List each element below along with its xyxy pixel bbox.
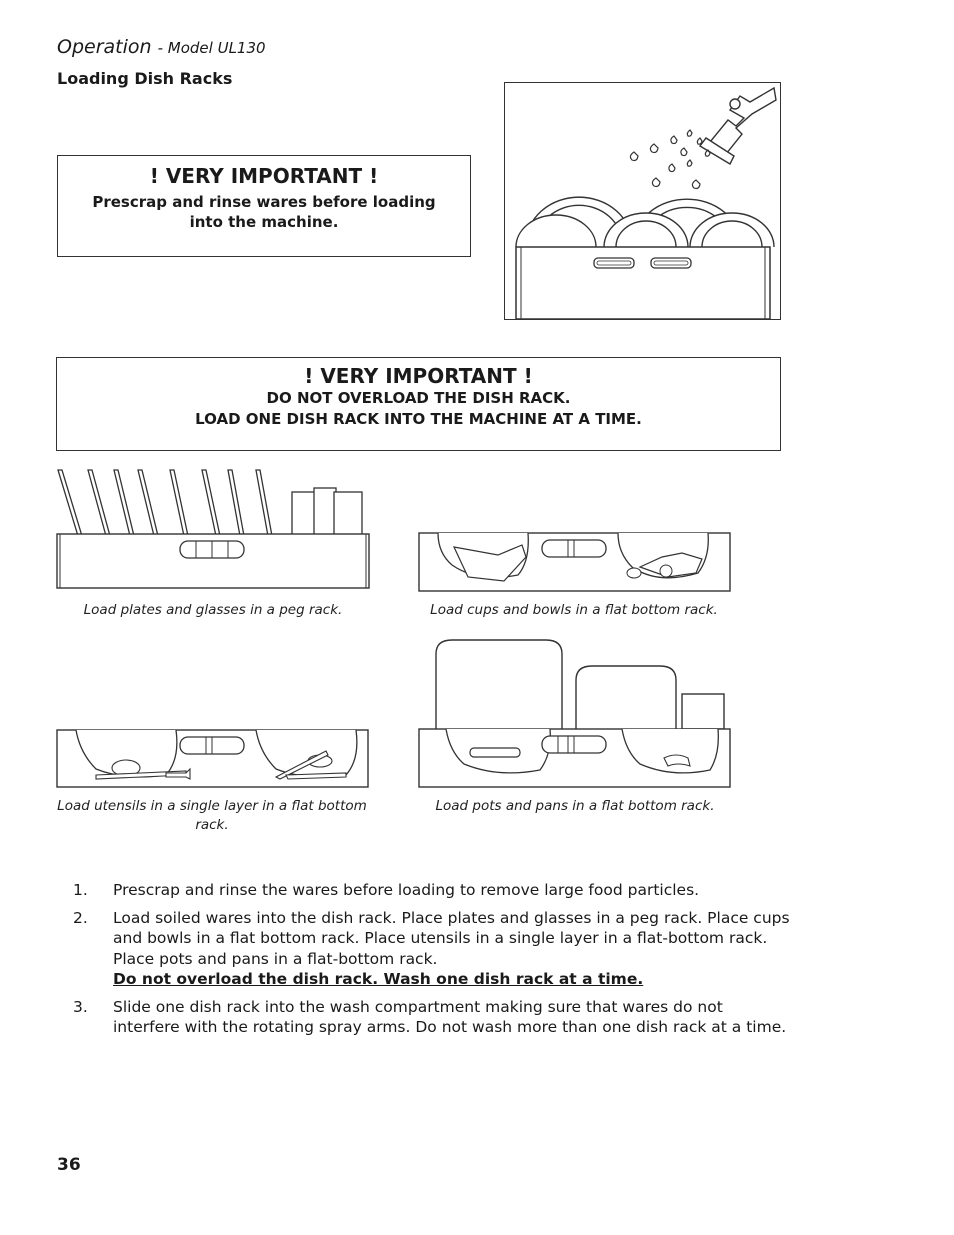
list-item <box>73 908 793 990</box>
step-number: 2. <box>73 908 88 927</box>
utensils-rack-illustration <box>56 729 370 789</box>
step-text: Load soiled wares into the dish rack. Place plates and glasses in a peg rack. Place cups and bowls in a flat bottom rack. Place utensils in a single layer in a flat-bottom rack. Place pots and pans in a flat-bottom rack. <box>113 908 790 968</box>
page-subtitle: Loading Dish Racks <box>57 69 233 88</box>
step-text: Prescrap and rinse the wares before loading to remove large food particles. <box>113 881 700 899</box>
notice-prescrap <box>57 155 471 257</box>
step-text: Slide one dish rack into the wash compartment making sure that wares do not interfere with the rotating spray arms. Do not wash more than one dish rack at a time. <box>113 997 787 1036</box>
caption-pots-pans: Load pots and pans in a flat bottom rack. <box>435 798 715 814</box>
step-body <box>113 908 793 990</box>
notice-text: Prescrap and rinse wares before loading into the machine. <box>92 193 436 231</box>
instruction-list <box>73 880 793 1045</box>
pots-pans-rack-illustration <box>418 638 732 790</box>
model-label: - Model UL130 <box>157 39 266 57</box>
step-number: 1. <box>73 881 88 899</box>
section-heading <box>57 36 266 58</box>
cups-bowls-rack-illustration <box>418 531 732 593</box>
caption-cups-bowls: Load cups and bowls in a flat bottom rack. <box>430 602 718 618</box>
spray-rinse-illustration <box>504 82 781 320</box>
list-item <box>73 880 793 901</box>
notice-line: DO NOT OVERLOAD THE DISH RACK. <box>266 389 571 407</box>
peg-rack-illustration <box>56 466 372 592</box>
notice-overload <box>56 357 781 451</box>
section-title: Operation <box>57 36 152 58</box>
page-number: 36 <box>57 1155 81 1175</box>
step-number: 3. <box>73 997 88 1016</box>
step-emphasis: Do not overload the dish rack. Wash one dish rack at a time. <box>113 970 644 988</box>
notice-line: LOAD ONE DISH RACK INTO THE MACHINE AT A TIME. <box>195 410 642 428</box>
caption-peg-rack: Load plates and glasses in a peg rack. <box>83 602 343 618</box>
notice-heading: ! VERY IMPORTANT ! <box>304 364 533 388</box>
caption-utensils: Load utensils in a single layer in a flat bottom rack. <box>57 798 367 833</box>
list-item <box>73 997 793 1038</box>
notice-heading: ! VERY IMPORTANT ! <box>149 164 379 188</box>
